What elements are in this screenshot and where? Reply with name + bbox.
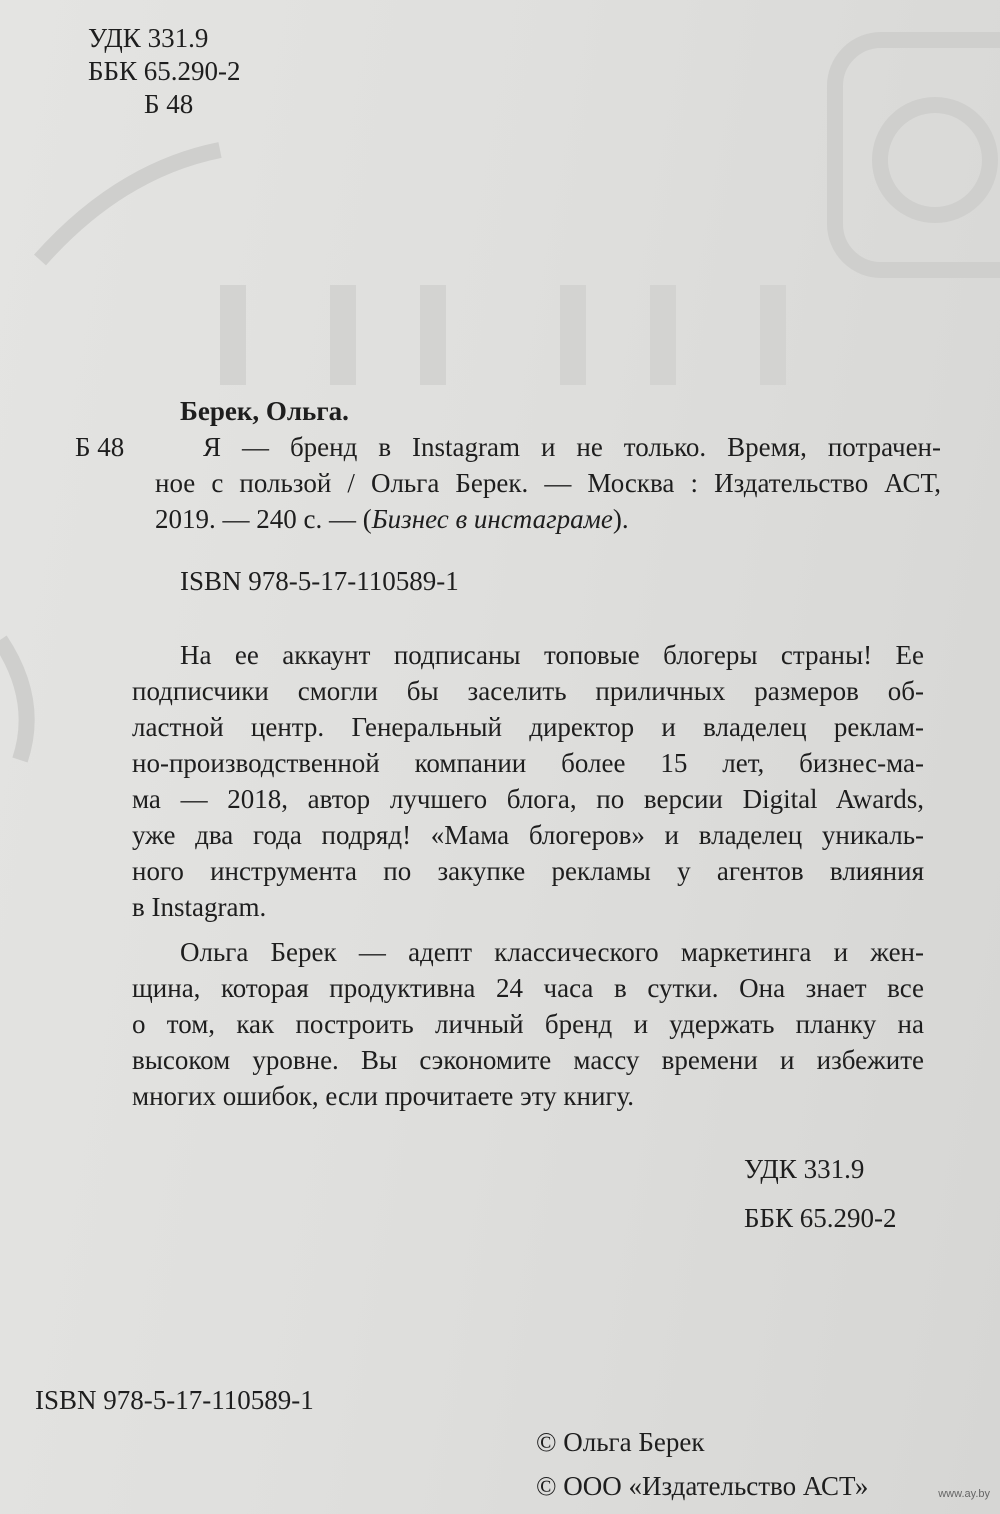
annotation-line: о том, как построить личный бренд и удержать планку на xyxy=(132,1009,924,1039)
bib-line-1: Я — бренд в Instagram и не только. Время, потрачен- xyxy=(203,432,941,462)
annotation-line: ного инструмента по закупке рекламы у агентов влияния xyxy=(132,856,924,886)
annotation-line: подписчики смогли бы заселить приличных размеров об- xyxy=(132,676,924,706)
annotation-line: уже два года подряд! «Мама блогеров» и владелец уникаль- xyxy=(132,820,924,850)
annotation-paragraph-2 xyxy=(132,934,924,1114)
classification-block-bottom xyxy=(744,1145,897,1243)
annotation-line: многих ошибок, если прочитаете эту книгу. xyxy=(132,1081,635,1111)
annotation-line: высоком уровне. Вы сэкономите массу времени и избежите xyxy=(132,1045,924,1075)
bib-line-3-suffix: ). xyxy=(612,504,629,534)
annotation-line: Ольга Берек — адепт классического маркетинга и жен- xyxy=(180,937,924,967)
isbn-description: ISBN 978-5-17-110589-1 xyxy=(180,566,459,596)
bbk-code: ББК 65.290-2 xyxy=(88,56,241,86)
annotation-line: ма — 2018, автор лучшего блога, по версии Digital Awards, xyxy=(132,784,924,814)
annotation-line: в Instagram. xyxy=(132,892,267,922)
isbn-footer: ISBN 978-5-17-110589-1 xyxy=(35,1385,314,1415)
bbk-code: ББК 65.290-2 xyxy=(744,1203,897,1233)
author-name: Берек, Ольга. xyxy=(180,396,349,426)
classification-block-top xyxy=(88,22,241,121)
bibliographic-description xyxy=(155,429,941,537)
site-watermark: www.ay.by xyxy=(938,1488,990,1500)
annotation-line: но-производственной компании более 15 лет, бизнес-ма- xyxy=(132,748,924,778)
bib-line-2: ное с пользой / Ольга Берек. — Москва : Издательство АСТ, xyxy=(155,468,941,498)
udk-code: УДК 331.9 xyxy=(88,23,209,53)
bib-line-3-prefix: 2019. — 240 с. — ( xyxy=(155,504,372,534)
series-title: Бизнес в инстаграме xyxy=(371,504,613,534)
author-mark: Б 48 xyxy=(144,89,194,119)
copyright-author: © Ольга Берек xyxy=(536,1427,705,1457)
annotation-paragraph-1 xyxy=(132,637,924,925)
annotation-line: ластной центр. Генеральный директор и владелец реклам- xyxy=(132,712,924,742)
udk-code: УДК 331.9 xyxy=(744,1154,865,1184)
copyright-block xyxy=(536,1420,868,1508)
copyright-publisher: © ООО «Издательство АСТ» xyxy=(536,1471,869,1501)
annotation-line: На ее аккаунт подписаны топовые блогеры страны! Ее xyxy=(180,640,924,670)
author-mark-side: Б 48 xyxy=(75,432,125,462)
bib-line-3 xyxy=(155,501,941,537)
annotation-line: щина, которая продуктивна 24 часа в сутки. Она знает все xyxy=(132,973,924,1003)
